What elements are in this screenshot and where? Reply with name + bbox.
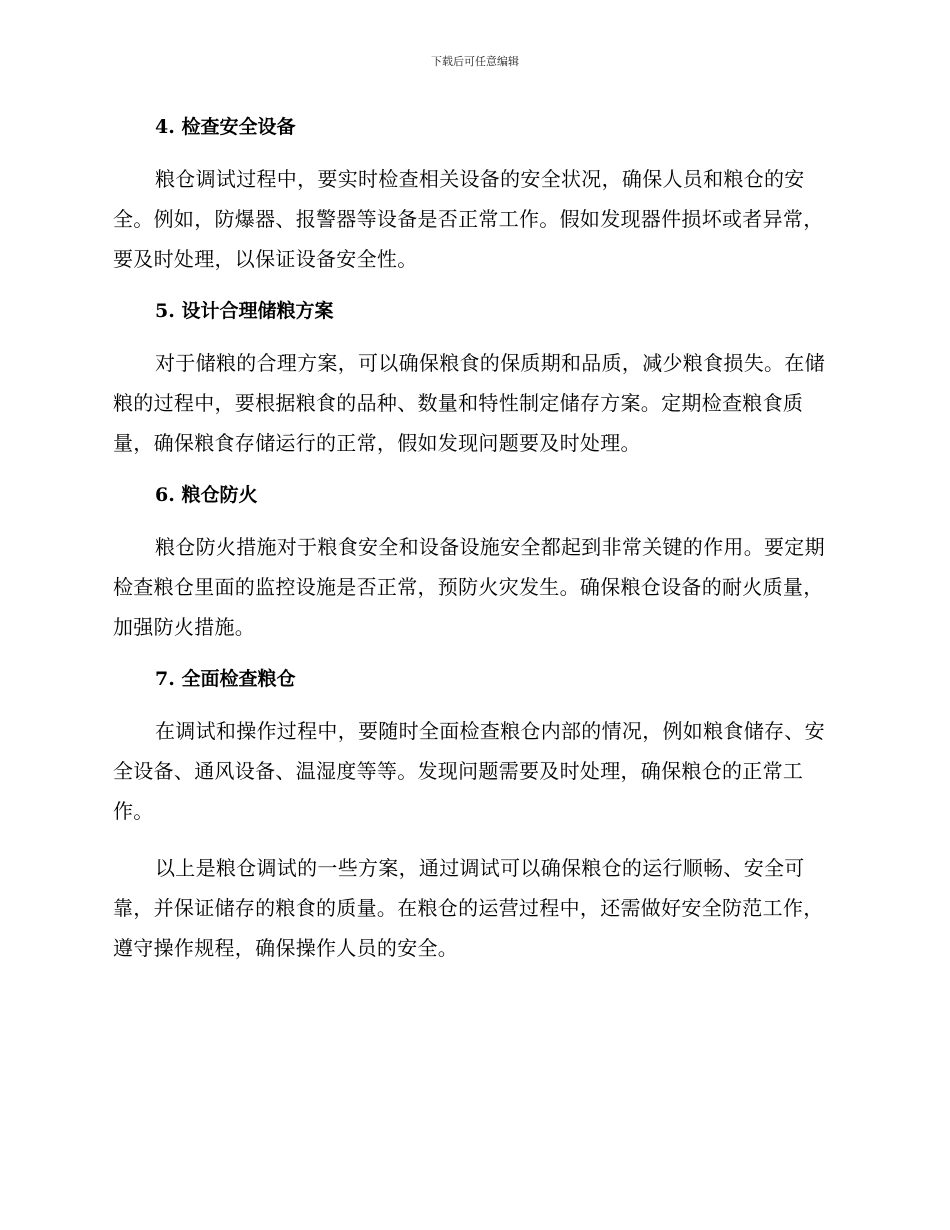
- section-heading-7: 7. 全面检查粮仓: [155, 668, 296, 690]
- page-header-note: 下载后可任意编辑: [431, 55, 519, 68]
- section-paragraph-7: 在调试和操作过程中，要随时全面检查粮仓内部的情况，例如粮食储存、安全设备、通风设备、温湿度等等。发现问题需要及时处理，确保粮仓的正常工作。: [113, 719, 825, 823]
- section-heading-5: 5. 设计合理储粮方案: [155, 300, 334, 322]
- section-paragraph-5: 对于储粮的合理方案，可以确保粮食的保质期和品质，减少粮食损失。在储粮的过程中，要根据粮食的品种、数量和特性制定储存方案。定期检查粮食质量，确保粮食存储运行的正常，假如发现问题要及时处理。: [113, 351, 825, 455]
- section-paragraph-6: 粮仓防火措施对于粮食安全和设备设施安全都起到非常关键的作用。要定期检查粮仓里面的监控设施是否正常，预防火灾发生。确保粮仓设备的耐火质量，加强防火措施。: [113, 535, 825, 639]
- document-body: [113, 112, 833, 968]
- conclusion-paragraph: 以上是粮仓调试的一些方案，通过调试可以确保粮仓的运行顺畅、安全可靠，并保证储存的粮食的质量。在粮仓的运营过程中，还需做好安全防范工作，遵守操作规程，确保操作人员的安全。: [113, 856, 824, 960]
- section-heading-6: 6. 粮仓防火: [155, 484, 258, 506]
- section-heading-4: 4. 检查安全设备: [155, 116, 296, 138]
- section-paragraph-4: 粮仓调试过程中，要实时检查相关设备的安全状况，确保人员和粮仓的安全。例如，防爆器、报警器等设备是否正常工作。假如发现器件损坏或者异常，要及时处理，以保证设备安全性。: [113, 167, 824, 271]
